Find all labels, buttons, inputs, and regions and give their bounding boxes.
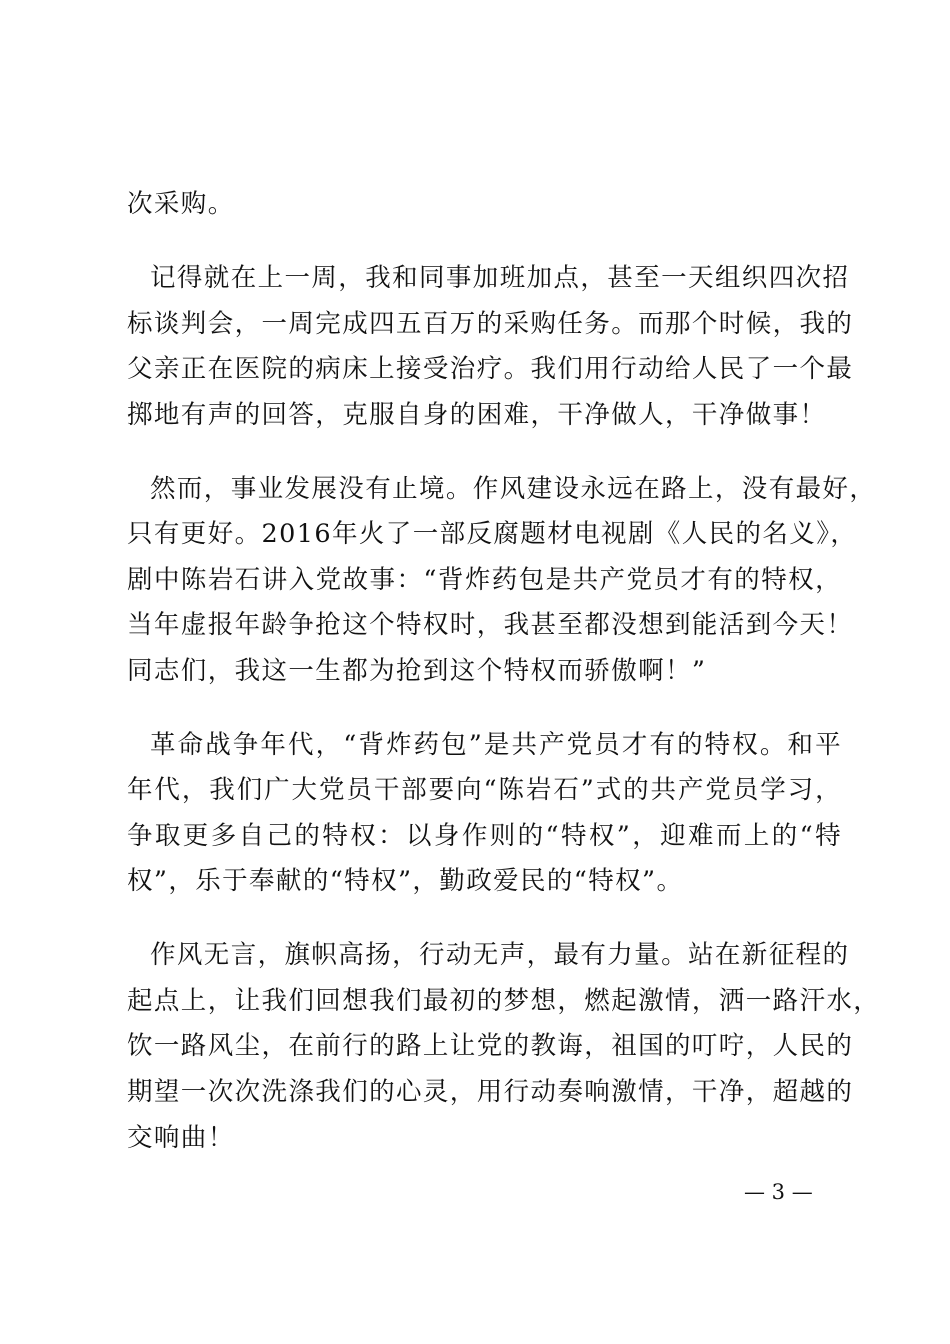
paragraph-4-line-1: 革命战争年代，“背炸药包”是共产党员才有的特权。和平 (150, 730, 842, 760)
paragraph-3-line-4: 当年虚报年龄争抢这个特权时，我甚至都没想到能活到今天！ (127, 610, 854, 640)
paragraph-3-line-3: 剧中陈岩石讲入党故事：“背炸药包是共产党员才有的特权， (127, 565, 842, 595)
paragraph-5-line-5: 交响曲！ (127, 1123, 235, 1153)
paragraph-3-line-5: 同志们，我这一生都为抢到这个特权而骄傲啊！” (127, 656, 707, 686)
paragraph-2-line-2: 标谈判会，一周完成四五百万的采购任务。而那个时候，我的 (127, 309, 854, 339)
paragraph-3-line-1: 然而，事业发展没有止境。作风建设永远在路上，没有最好， (150, 474, 877, 504)
paragraph-2-line-4: 掷地有声的回答，克服自身的困难，干净做人，干净做事！ (127, 400, 827, 430)
paragraph-5-line-3: 饮一路风尘，在前行的路上让党的教诲，祖国的叮咛，人民的 (127, 1031, 854, 1061)
paragraph-4-line-2: 年代，我们广大党员干部要向“陈岩石”式的共产党员学习， (127, 775, 842, 805)
paragraph-2-line-1: 记得就在上一周，我和同事加班加点，甚至一天组织四次招 (150, 263, 850, 293)
paragraph-5-line-1: 作风无言，旗帜高扬，行动无声，最有力量。站在新征程的 (150, 940, 850, 970)
paragraph-5-line-4: 期望一次次洗涤我们的心灵，用行动奏响激情，干净，超越的 (127, 1077, 854, 1107)
paragraph-4-line-4: 权”，乐于奉献的“特权”，勤政爱民的“特权”。 (127, 866, 684, 896)
paragraph-3-line-2: 只有更好。2016年火了一部反腐题材电视剧《人民的名义》， (127, 519, 858, 549)
paragraph-1-line-1: 次采购。 (127, 189, 235, 219)
paragraph-2-line-3: 父亲正在医院的病床上接受治疗。我们用行动给人民了一个最 (127, 354, 854, 384)
paragraph-5-line-2: 起点上，让我们回想我们最初的梦想，燃起激情，洒一路汗水， (127, 986, 881, 1016)
page-number: — 3 — (744, 1180, 813, 1204)
paragraph-4-line-3: 争取更多自己的特权：以身作则的“特权”，迎难而上的“特 (127, 821, 842, 851)
